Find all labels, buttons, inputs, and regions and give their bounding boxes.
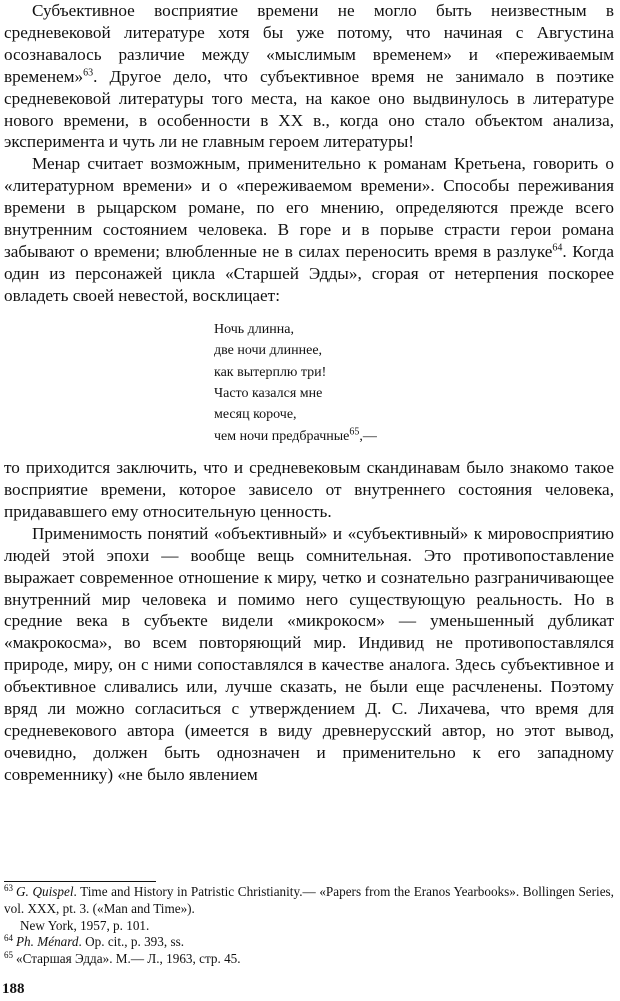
footnote-divider bbox=[4, 881, 156, 882]
main-text bbox=[4, 0, 614, 786]
poem-line-last: чем ночи предбрачные$^{65}$,— bbox=[214, 426, 377, 444]
footnote-64: $^{64}$ Ph. Ménard. Op. cit., p. 393, ss. bbox=[4, 933, 185, 950]
page-number: 188 bbox=[2, 981, 25, 997]
poem-quote bbox=[214, 319, 614, 447]
footnote-ref-64: 64 bbox=[552, 242, 563, 254]
footnote-ref-65: 65 bbox=[349, 426, 360, 438]
footnotes bbox=[4, 884, 614, 968]
poem-line: месяц короче, bbox=[214, 407, 297, 423]
footnote-ref-63: 63 bbox=[83, 66, 94, 78]
poem-line: как вытерплю три! bbox=[214, 364, 327, 380]
paragraph-2: Менар считает возможным, применительно к романам Кретьена, говорить о «литературном времени» и о «переживаемом времени». Способы переживания времени в рыцарском романе, по его мнению, определяются прежде всего внутренним состоянием человека. В горе и в порыве страсти герои романа забывают о времени; влюбленные не в силах переносить время в разлуке$^{64}$. Когда один из персонажей цикла «Старшей Эдды», сгорая от нетерпения поскорее овладеть своей невестой, восклицает: bbox=[4, 154, 614, 305]
poem-line: Часто казался мне bbox=[214, 385, 323, 401]
paragraph-1: Субъективное восприятие времени не могло быть неизвестным в средневековой литературе хотя бы уже потому, что начиная с Августина осознавалось различие между «мыслимым временем» и «переживаемым временем»$^{63}$. Другое дело, что субъективное время не занимало в поэтике средневековой литературы того места, на какое оно выдвинулось в литературе нового времени, в особенности в XX в., когда оно стало объектом анализа, эксперимента и чуть ли не главным героем литературы! bbox=[4, 1, 614, 152]
poem-line: Ночь длинна, bbox=[214, 321, 294, 337]
footnote-63: $^{63}$ G. Quispel. Time and History in Patristic Christianity.— «Papers from the Eranos Yearbooks». Bollingen Series, vol. XXX, pt. 3. («Man and Time»). New York, 1957, p. 101. bbox=[4, 882, 614, 933]
poem-line: две ночи длиннее, bbox=[214, 343, 323, 359]
footnote-65: $^{65}$ «Старшая Эдда». М.— Л., 1963, стр. 45. bbox=[4, 949, 241, 967]
paragraph-3: Применимость понятий «объективный» и «субъективный» к мировосприятию людей этой эпохи — вообще вещь сомнительная. Это противопоставление выражает современное отношение к миру, четко и сознательно разграничивающее внутренний мир человека и помимо него существующую реальность. Но в средние века в субъекте видели «микрокосм» — уменьшенный дубликат «макрокосма», во всем повторяющий мир. Индивид не противопоставлялся природе, миру, он с ними сопоставлялся в качестве аналога. Здесь субъективное и объективное сливались или, лучше сказать, не были еще расчленены. Поэтому вряд ли можно согласиться с утверждением Д. С. Лихачева, что время для средневекового автора (имеется в виду древнерусский автор, но этот вывод, очевидно, должен быть однозначен и применительно к его западному современнику) «не было явлением bbox=[4, 523, 614, 784]
continuation-paragraph: то приходится заключить, что и средневековым скандинавам было знакомо такое восприятие времени, которое зависело от внутреннего состояния человека, придававшего ему относительную ценность. bbox=[4, 458, 614, 521]
